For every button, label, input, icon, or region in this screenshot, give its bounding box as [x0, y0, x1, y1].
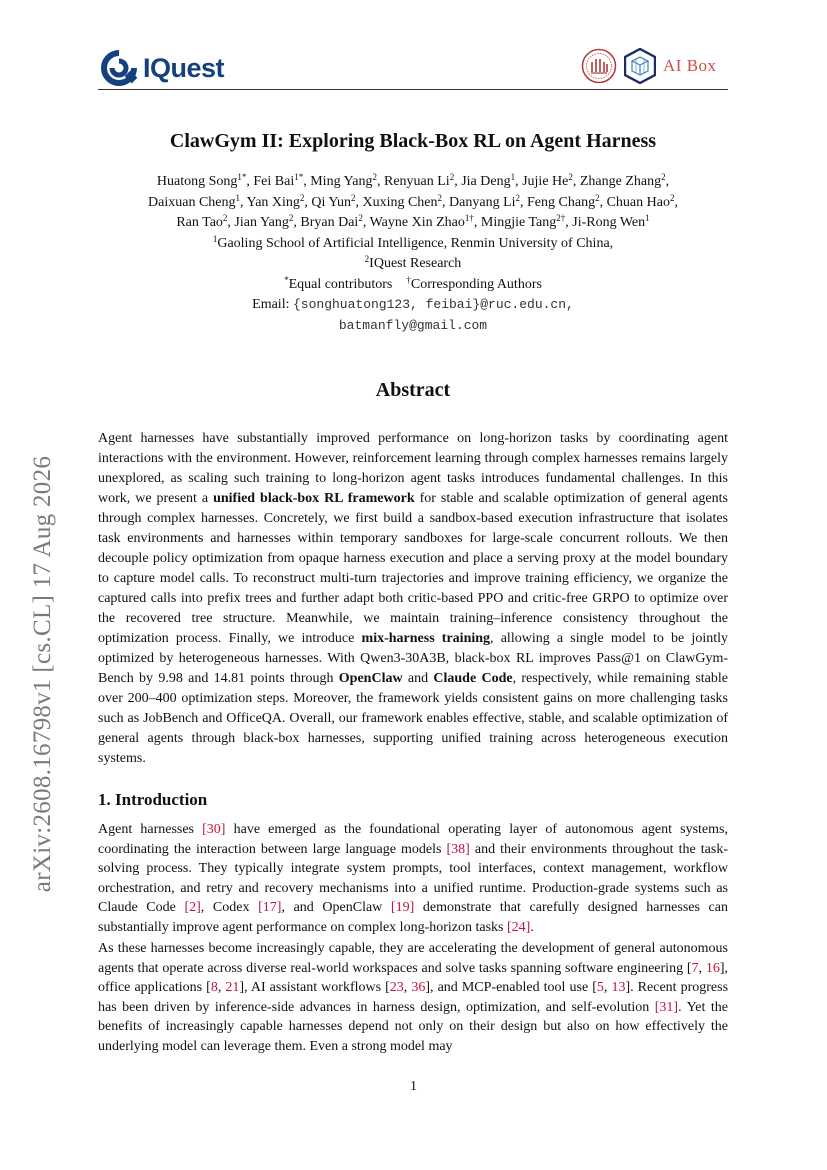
emphasis-text: unified black-box RL framework	[213, 491, 415, 506]
author-affiliation-mark: 2	[437, 192, 443, 203]
author-name: Jia Deng	[461, 174, 511, 189]
author-name: Huatong Song	[156, 174, 238, 189]
author-affiliation-mark: 1†	[464, 213, 474, 223]
citation-link[interactable]: 8	[210, 980, 218, 996]
author-name: Jian Yang	[234, 215, 289, 230]
author-affiliation-mark: 2	[222, 213, 228, 223]
email-address-2[interactable]: batmanfly@gmail.com	[338, 317, 488, 333]
author-affiliation-mark: 2	[568, 172, 573, 182]
partner-logos	[581, 48, 717, 84]
citation-link[interactable]: 5	[596, 980, 604, 996]
paper-title: ClawGym II: Exploring Black-Box RL on Agent Harness	[169, 130, 657, 152]
author-name: Renyuan Li	[383, 174, 450, 189]
author-affiliation-mark: 2	[515, 192, 521, 203]
ai-box-cube-icon	[624, 48, 656, 84]
author-affiliation-mark: 2	[661, 172, 666, 182]
author-block	[98, 172, 728, 336]
author-affiliation-mark: 1	[510, 172, 516, 182]
author-affiliation-mark: 2†	[556, 213, 566, 223]
author-affiliation-mark: 2	[299, 192, 305, 203]
affiliation-1: $^1$Gaoling School of Artificial Intelligence, Renmin University of China,	[212, 233, 614, 251]
abstract-body: Agent harnesses have substantially improved performance on long-horizon tasks by coordinating agent interactions with the environment. However, reinforcement learning through complex harnesses remains largely unexplored, as scaling such training to long-horizon agent tasks introduces fundamental challenges. In this work, we present a unified black-box RL framework for stable and scalable optimization of general agents through complex harnesses. Concretely, we first build a sandbox-based execution infrastructure that isolates task environments and harnesses within temporary sandboxes for large-scale concurrent rollouts. We then decouple policy optimization from opaque harness execution and place a serving proxy at the model boundary to capture model calls. To reconstruct multi-turn trajectories and improve training efficiency, we organize the captured calls into prefix trees and further adapt both critic-based PPO and critic-free GRPO to optimize over the recovered tree structure. Meanwhile, we maintain training–inference consistency throughout the optimization process. Finally, we introduce mix-harness training, allowing a single model to be jointly optimized by heterogeneous harnesses. With Qwen3-30A3B, black-box RL improves Pass@1 on ClawGym-Bench by 9.98 and 14.81 points through OpenClaw and Claude Code, respectively, while remaining stable over 200–400 optimization steps. Moreover, the framework yields consistent gains on more challenging tasks such as JobBench and OfficeQA. Overall, our framework enables effective, stable, and scalable optimization of general agents through black-box harnesses, supporting unified training across heterogeneous execution systems.	[98, 431, 728, 766]
author-affiliation-mark: 2	[358, 213, 363, 223]
citation-link[interactable]: [24]	[507, 919, 531, 935]
contribution-notes: *Equal contributors †Corresponding Authors	[284, 274, 542, 292]
author-list: Huatong Song$^{1*}$, Fei Bai$^{1*}$, Ming Yang$^2$, Renyuan Li$^2$, Jia Deng$^1$, Jujie He$^2$, Zhange Zhang$^2$, Daixuan Cheng$^1$, Yan Xing$^2$, Qi Yun$^2$, Xuxing Chen$^2$, Danyang Li$^2$, Feng Chang$^2$, Chuan Hao$^2$, Ran Tao$^2$, Jian Yang$^2$, Bryan Dai$^2$, Wayne Xin Zhao$^{1\dagger}$, Mingjie Tang$^{2\dagger}$, Ji-Rong Wen$^1$	[148, 172, 678, 230]
citation-link[interactable]: [17]	[258, 900, 282, 916]
citation-link[interactable]: [19]	[390, 900, 415, 916]
author-name: Ran Tao	[176, 215, 223, 230]
author-name: Danyang Li	[449, 194, 516, 210]
citation-link[interactable]: 21	[225, 980, 240, 996]
arxiv-identifier: arXiv:2608.16798v1 [cs.CL] 17 Aug 2026	[29, 455, 56, 893]
emphasis-text: OpenClaw	[338, 671, 403, 686]
citation-link[interactable]: 7	[691, 960, 699, 976]
author-name: Zhange Zhang	[579, 174, 662, 189]
author-name: Qi Yun	[311, 194, 351, 210]
page-number: 1	[410, 1079, 417, 1094]
citation-link[interactable]: 23	[389, 980, 404, 996]
iquest-logo	[101, 50, 224, 86]
author-name: Fei Bai	[253, 174, 295, 189]
author-affiliation-mark: 2	[372, 172, 377, 182]
introduction-paragraph-2: As these harnesses become increasingly capable, they are accelerating the development of general autonomous agents that operate across diverse real-world workspaces and solve tasks spanning software engineering [7, 16], office applications [8, 21], AI assistant workflows [23, 36], and MCP-enabled tool use [5, 13]. Recent progress has been driven by inference-side advances in harness design, optimization, and self-evolution [31]. Yet the benefits of increasingly capable harnesses depend not only on their design but also on how effectively the underlying model can leverage them. Even a strong model may	[98, 941, 729, 1054]
citation-link[interactable]: [30]	[202, 822, 226, 837]
email-address-1[interactable]: {songhuatong123, feibai}@ruc.edu.cn,	[292, 297, 574, 312]
author-name: Ming Yang	[310, 174, 373, 189]
ai-box-logo-text: AI Box	[663, 56, 717, 75]
author-name: Feng Chang	[527, 194, 596, 210]
introduction-heading: 1. Introduction	[98, 790, 208, 809]
emphasis-text: mix-harness training	[361, 631, 491, 646]
abstract-heading: Abstract	[375, 379, 451, 401]
citation-link[interactable]: [38]	[446, 841, 470, 857]
author-name: Jujie He	[522, 174, 569, 189]
header-divider	[98, 89, 728, 90]
author-affiliation-mark: 2	[288, 213, 294, 223]
author-name: Daixuan Cheng	[148, 194, 236, 210]
citation-link[interactable]: 13	[611, 980, 626, 996]
author-name: Xuxing Chen	[362, 194, 438, 210]
iquest-logo-icon	[101, 50, 137, 86]
author-name: Wayne Xin Zhao	[369, 215, 465, 230]
author-affiliation-mark: 2	[350, 192, 356, 203]
author-name: Mingjie Tang	[480, 215, 557, 230]
author-name: Chuan Hao	[606, 194, 670, 210]
author-name: Yan Xing	[246, 194, 300, 210]
author-name: Bryan Dai	[300, 215, 359, 230]
citation-link[interactable]: 36	[411, 980, 426, 996]
author-affiliation-mark: 2	[449, 172, 455, 182]
citation-link[interactable]: [2]	[184, 900, 201, 916]
author-affiliation-mark: 1	[645, 213, 650, 223]
citation-link[interactable]: 16	[705, 960, 720, 976]
citation-link[interactable]: [31]	[654, 999, 679, 1015]
university-seal-icon	[581, 48, 617, 84]
author-affiliation-mark: 2	[669, 192, 675, 203]
email-line-2	[98, 316, 728, 337]
author-affiliation-mark: 2	[595, 192, 600, 203]
email-line: Email: {songhuatong123, feibai}@ruc.edu.cn,	[252, 297, 574, 312]
author-affiliation-mark: 1*	[294, 172, 304, 182]
affiliation-2: $^2$IQuest Research	[364, 254, 462, 271]
author-name: Ji-Rong Wen	[572, 215, 646, 230]
author-affiliation-mark: 1*	[237, 172, 247, 182]
iquest-logo-text: IQuest	[143, 52, 225, 83]
introduction-paragraph-1: Agent harnesses [30] have emerged as the foundational operating layer of autonomous agent systems, coordinating the interaction between large language models [38] and their environments throughout the task-solving process. They typically integrate system prompts, tool interfaces, context management, workflow orchestration, and retry and recovery mechanisms into a unified runtime. Production-grade systems such as Claude Code [2], Codex [17], and OpenClaw [19] demonstrate that carefully designed harnesses can substantially improve agent performance on complex long-horizon tasks [24].	[98, 822, 728, 935]
author-affiliation-mark: 1	[235, 192, 240, 203]
emphasis-text: Claude Code	[433, 671, 513, 686]
